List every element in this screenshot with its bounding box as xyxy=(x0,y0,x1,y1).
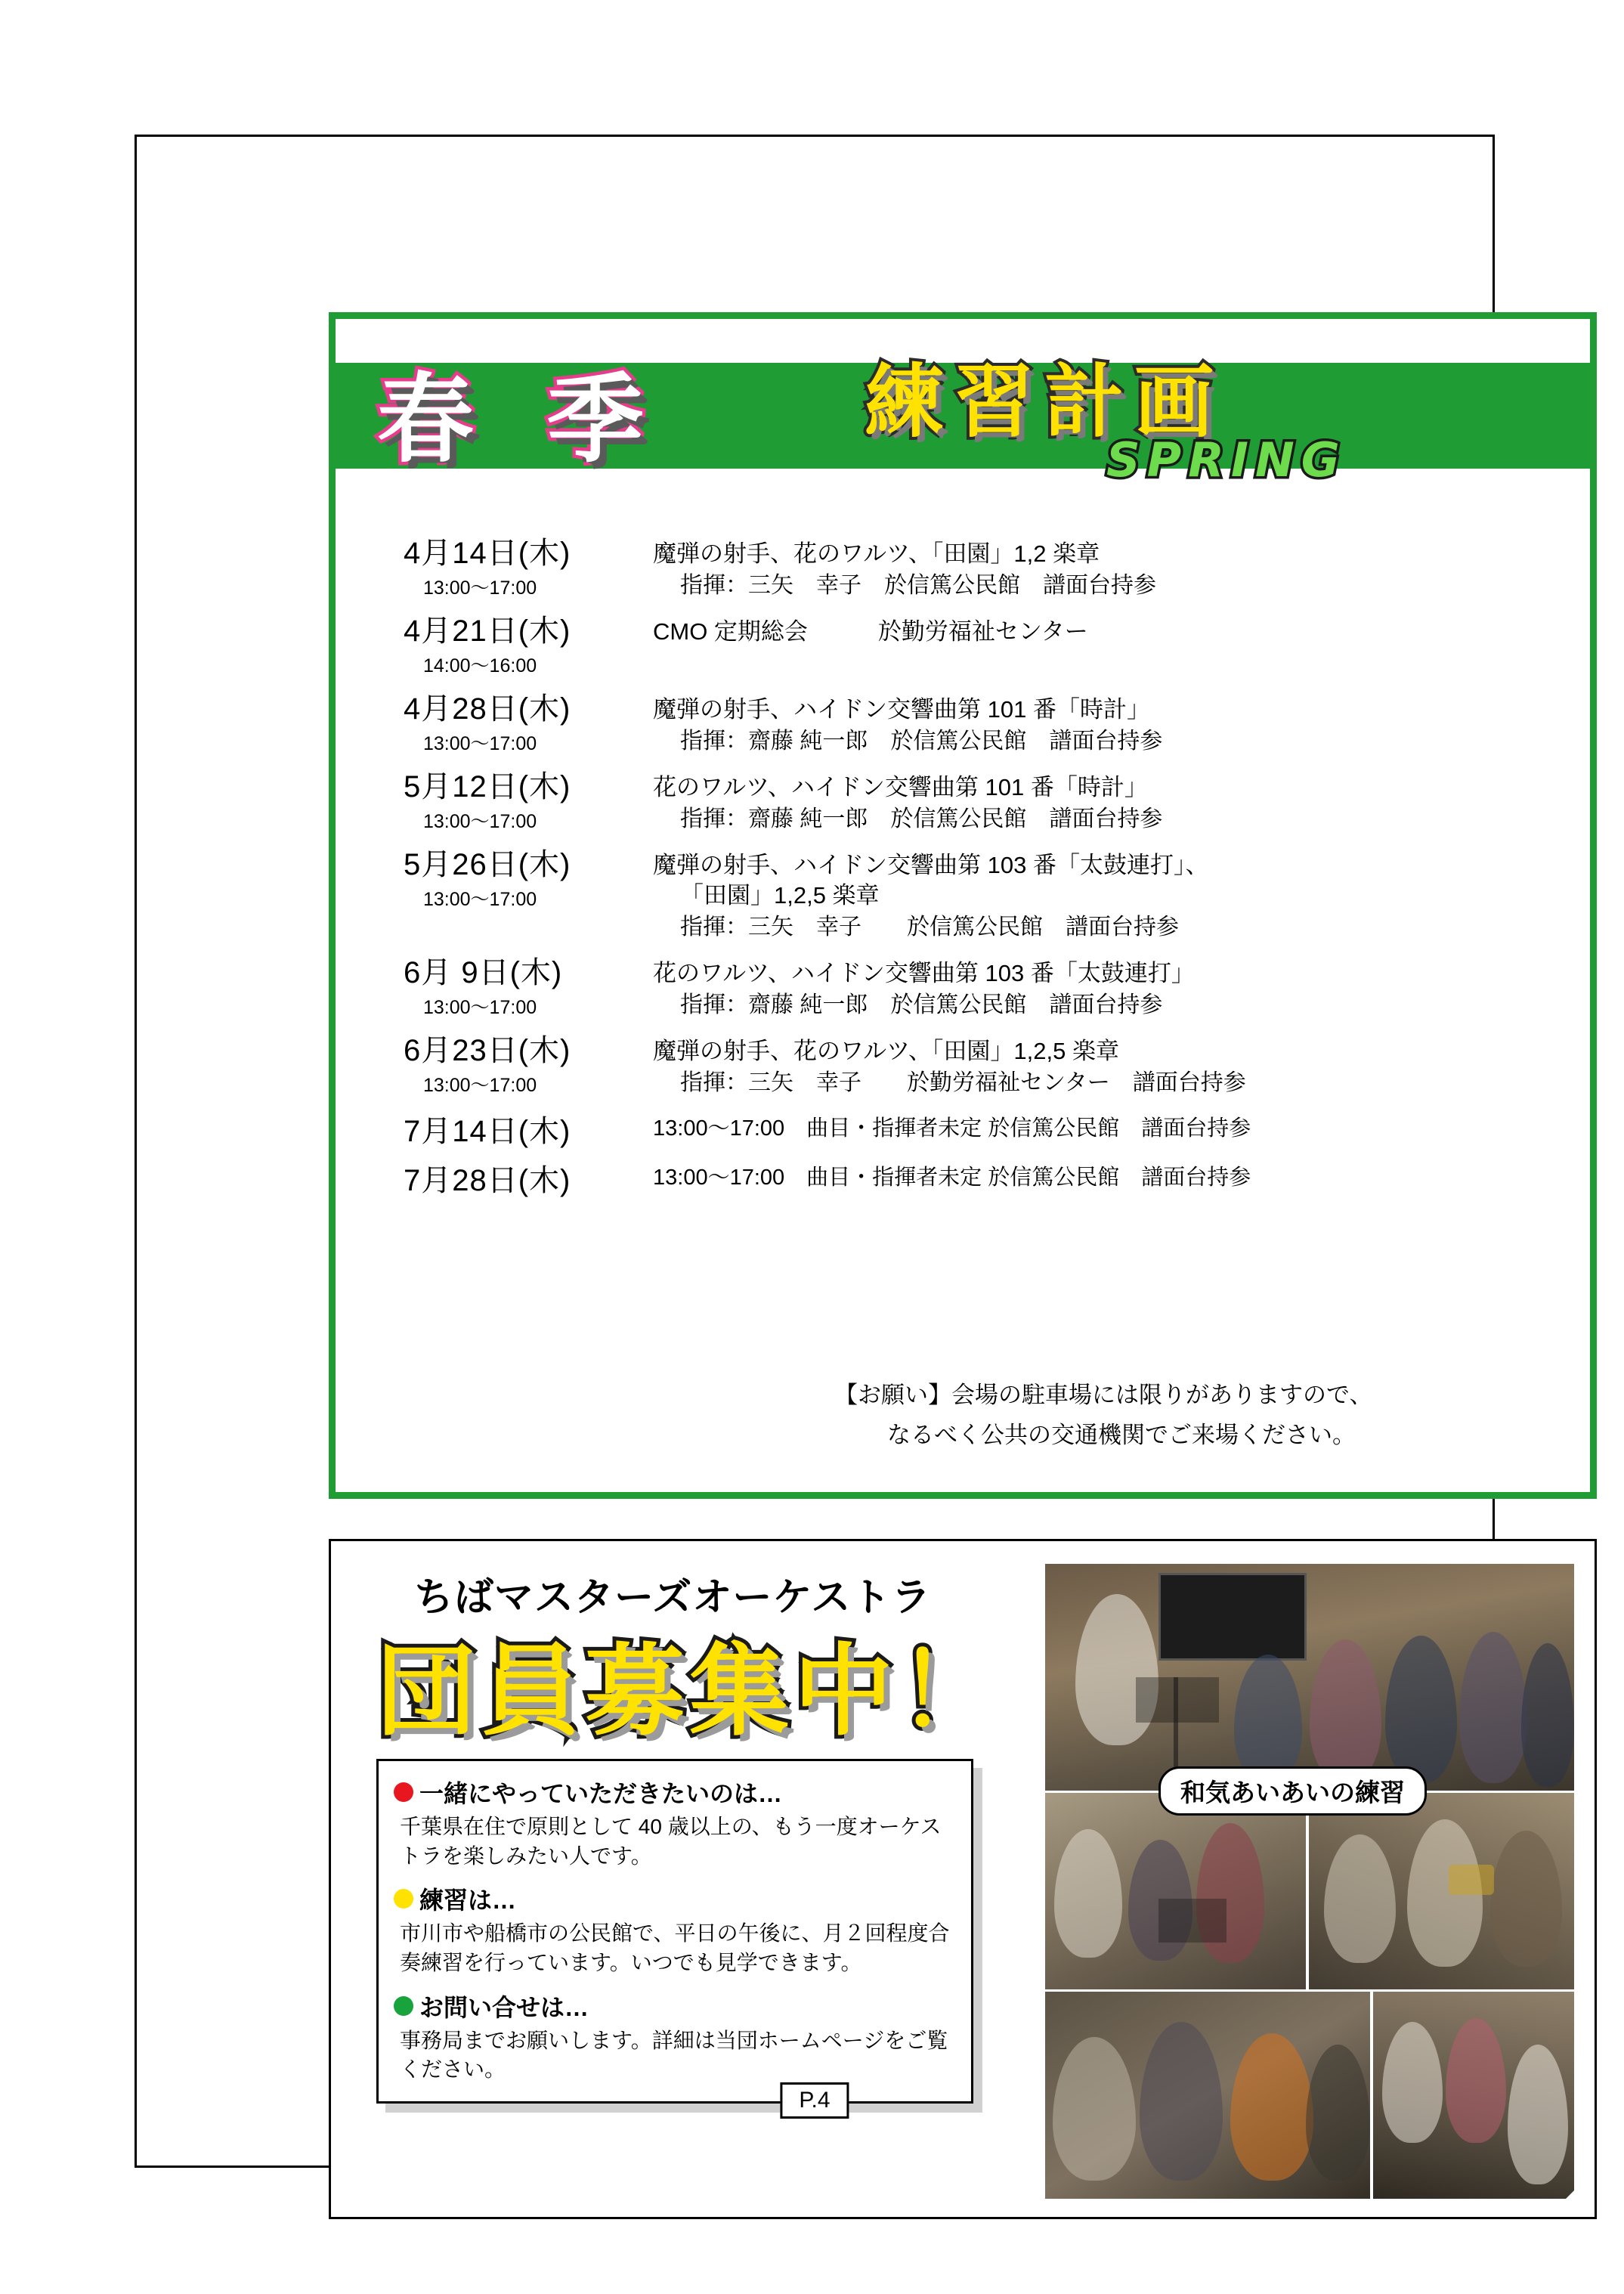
photo-figure xyxy=(1075,1594,1158,1745)
recruit-headline: ちばマスターズオーケストラ xyxy=(414,1575,932,1621)
schedule-date-cell xyxy=(404,694,653,756)
photo-figure xyxy=(1230,2033,1313,2181)
photo-figure xyxy=(1446,2018,1506,2143)
schedule-block xyxy=(329,312,1597,1499)
schedule-time: 13:00〜17:00 xyxy=(423,577,537,599)
photo-figure xyxy=(1054,1829,1122,1958)
table-row xyxy=(336,694,1590,756)
table-row xyxy=(336,850,1590,942)
schedule-desc-cell xyxy=(653,1162,1590,1191)
schedule-date-cell xyxy=(404,850,653,912)
schedule-desc-cell xyxy=(653,538,1590,600)
table-row xyxy=(336,538,1590,600)
recruit-big-text: 団員募集中！ xyxy=(376,1633,1002,1750)
page-title-main: 練習計画 xyxy=(865,356,1225,448)
photo-screen xyxy=(1158,1573,1307,1661)
schedule-program: 13:00〜17:00 曲目・指揮者未定 於信篤公民館 譜面台持参 xyxy=(653,1116,1251,1141)
schedule-time: 14:00〜16:00 xyxy=(423,655,537,676)
schedule-desc-cell xyxy=(653,1036,1590,1097)
recruit-block xyxy=(329,1539,1597,2219)
schedule-time: 13:00〜17:00 xyxy=(423,811,537,832)
schedule-desc-cell xyxy=(653,694,1590,756)
schedule-note-line2: なるべく公共の交通機関でご来場ください。 xyxy=(887,1422,1356,1448)
table-row xyxy=(336,958,1590,1020)
photo-figure xyxy=(1140,2022,1223,2181)
schedule-date: 7月28日(木) xyxy=(404,1164,571,1198)
schedule-date-cell xyxy=(404,958,653,1020)
list-item xyxy=(394,1989,956,2085)
photo-music-stand xyxy=(1136,1677,1219,1723)
table-row xyxy=(336,1162,1590,1196)
schedule-desc-cell xyxy=(653,616,1590,647)
recruit-item-head xyxy=(394,1881,956,1916)
photo-figure xyxy=(1508,2045,1568,2184)
schedule-time: 13:00〜17:00 xyxy=(423,997,537,1019)
photo-music-stand xyxy=(1158,1899,1227,1943)
photo-brass-instrument xyxy=(1449,1865,1494,1895)
photo-rehearsal-brass xyxy=(1309,1793,1574,1989)
schedule-desc-cell xyxy=(653,772,1590,834)
bullet-red-icon xyxy=(394,1782,413,1802)
schedule-program-cont: 「田園」1,2,5 楽章 xyxy=(680,881,880,909)
photo-figure xyxy=(1459,1632,1527,1783)
schedule-time: 13:00〜17:00 xyxy=(423,733,537,754)
title-area xyxy=(336,319,1590,523)
schedule-rows xyxy=(336,538,1590,1212)
schedule-note xyxy=(336,1376,1590,1450)
schedule-program: 魔弾の射手、ハイドン交響曲第 103 番「太鼓連打」、 xyxy=(653,852,1209,878)
page-title-english: SPRING xyxy=(1106,432,1347,488)
photo-figure xyxy=(1053,2037,1136,2181)
schedule-program: 花のワルツ、ハイドン交響曲第 103 番「太鼓連打」 xyxy=(653,960,1195,987)
recruit-item-body: 事務局までお願いします。詳細は当団ホームページをご覧ください。 xyxy=(400,2028,948,2082)
schedule-program: 魔弾の射手、花のワルツ、「田園」1,2 楽章 xyxy=(653,540,1100,567)
photo-figure xyxy=(1490,1831,1562,1967)
schedule-time: 13:00〜17:00 xyxy=(423,1075,537,1097)
photo-figure xyxy=(1521,1643,1574,1787)
photo-collage xyxy=(1045,1564,1574,2199)
schedule-date-cell xyxy=(404,1113,653,1147)
schedule-program: 魔弾の射手、ハイドン交響曲第 101 番「時計」 xyxy=(653,696,1150,723)
page-title-season: 春 季 xyxy=(377,364,664,476)
photo-rehearsal-conductor xyxy=(1045,1564,1574,1791)
folded-corner xyxy=(1548,2170,1595,2217)
table-row xyxy=(336,1036,1590,1097)
table-row xyxy=(336,616,1590,678)
recruit-item-head-text: 一緒にやっていただきたいのは… xyxy=(419,1780,783,1807)
photo-rehearsal-strings xyxy=(1045,1793,1306,1989)
schedule-detail: 指揮：齋藤 純一郎 於信篤公民館 譜面台持参 xyxy=(680,728,1163,754)
schedule-detail: 指揮：齋藤 純一郎 於信篤公民館 譜面台持参 xyxy=(680,806,1163,831)
schedule-detail: 指揮：三矢 幸子 於信篤公民館 譜面台持参 xyxy=(680,915,1179,940)
schedule-date: 4月21日(木) xyxy=(404,615,571,648)
schedule-date: 4月28日(木) xyxy=(404,692,571,726)
photo-caption: 和気あいあいの練習 xyxy=(1158,1766,1427,1816)
schedule-date-cell xyxy=(404,1162,653,1196)
schedule-detail: 指揮：三矢 幸子 於信篤公民館 譜面台持参 xyxy=(680,572,1156,598)
bullet-yellow-icon xyxy=(394,1889,413,1909)
schedule-date-cell xyxy=(404,616,653,678)
table-row xyxy=(336,1113,1590,1147)
photo-figure xyxy=(1234,1655,1302,1783)
recruit-item-head-text: 練習は… xyxy=(419,1887,517,1915)
schedule-desc-cell xyxy=(653,958,1590,1020)
schedule-program: 魔弾の射手、花のワルツ、「田園」1,2,5 楽章 xyxy=(653,1038,1119,1065)
schedule-date: 6月 9日(木) xyxy=(404,956,563,990)
photo-figure xyxy=(1310,1639,1381,1783)
schedule-detail: 指揮：三矢 幸子 於勤労福祉センター 譜面台持参 xyxy=(680,1070,1246,1095)
recruit-item-head-text: お問い合せは… xyxy=(419,1993,589,2021)
recruit-left-column xyxy=(331,1541,1034,2217)
schedule-detail: 指揮：齋藤 純一郎 於信篤公民館 譜面台持参 xyxy=(680,992,1163,1017)
photo-figure xyxy=(1382,2022,1443,2143)
bullet-green-icon xyxy=(394,1996,413,2016)
schedule-date-cell xyxy=(404,538,653,600)
page-frame xyxy=(135,135,1495,2168)
recruit-item-head xyxy=(394,1775,956,1810)
schedule-date-cell xyxy=(404,1036,653,1097)
schedule-program: 13:00〜17:00 曲目・指揮者未定 於信篤公民館 譜面台持参 xyxy=(653,1166,1251,1190)
schedule-date: 5月12日(木) xyxy=(404,770,571,803)
recruit-item-body: 市川市や船橋市の公民館で、平日の午後に、月２回程度合奏練習を行っています。いつでも見学できます。 xyxy=(400,1921,950,1974)
recruit-info-box xyxy=(376,1759,973,2104)
photo-figure xyxy=(1324,1834,1396,1963)
list-item xyxy=(394,1775,956,1871)
schedule-date: 6月23日(木) xyxy=(404,1034,571,1068)
schedule-date-cell xyxy=(404,772,653,834)
recruit-item-body: 千葉県在住で原則として 40 歳以上の、もう一度オーケストラを楽しみたい人です。 xyxy=(400,1815,942,1868)
schedule-date: 5月26日(木) xyxy=(404,848,571,881)
page-number: P.4 xyxy=(780,2082,849,2119)
schedule-program: 花のワルツ、ハイドン交響曲第 101 番「時計」 xyxy=(653,774,1148,800)
schedule-note-line1: 【お願い】会場の駐車場には限りがありますので、 xyxy=(834,1382,1373,1408)
list-item xyxy=(394,1881,956,1977)
schedule-date: 7月14日(木) xyxy=(404,1115,571,1149)
recruit-item-head xyxy=(394,1989,956,2023)
photo-figure xyxy=(1306,2045,1370,2181)
schedule-date: 4月14日(木) xyxy=(404,537,571,570)
schedule-desc-cell xyxy=(653,850,1590,942)
photo-figure xyxy=(1385,1636,1457,1783)
photo-members-smiling xyxy=(1373,1992,1574,2199)
schedule-time: 13:00〜17:00 xyxy=(423,889,537,910)
photo-rehearsal-winds xyxy=(1045,1992,1370,2199)
schedule-program: CMO 定期総会 於勤労福祉センター xyxy=(653,618,1088,645)
schedule-desc-cell xyxy=(653,1113,1590,1142)
table-row xyxy=(336,772,1590,834)
